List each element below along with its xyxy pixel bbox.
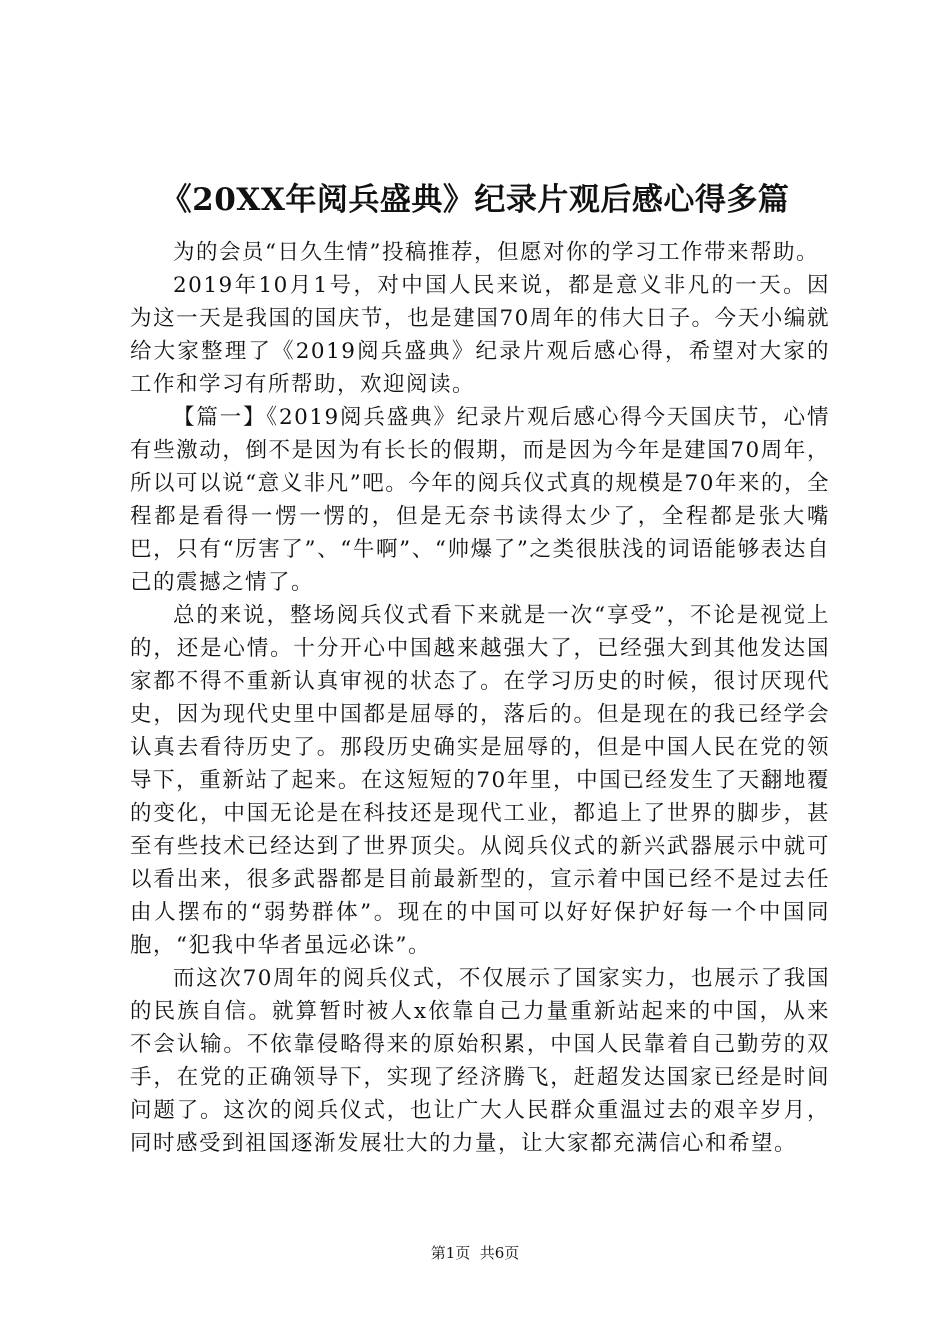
paragraph-part-one: 【篇一】《2019阅兵盛典》纪录片观后感心得今天国庆节，心情有些激动，倒不是因为有长长的假期，而是因为今年是建国70周年，所以可以说“意义非凡”吧。今年的阅兵仪式真的规模是70年来的，全程都是看得一愣一愣的，但是无奈书读得太少了，全程都是张大嘴巴，只有“厉害了”、“牛啊”、“帅爆了”之类很肤浅的词语能够表达自己的震撼之情了。 xyxy=(130,405,830,595)
paragraph-summary: 总的来说，整场阅兵仪式看下来就是一次“享受”，不论是视觉上的，还是心情。十分开心中国越来越强大了，已经强大到其他发达国家都不得不重新认真审视的状态了。在学习历史的时候，很讨厌现代史，因为现代史里中国都是屈辱的，落后的。但是现在的我已经学会认真去看待历史了。那段历史确实是屈辱的，但是中国人民在党的领导下，重新站了起来。在这短短的70年里，中国已经发生了天翻地覆的变化，中国无论是在科技还是现代工业，都追上了世界的脚步，甚至有些技术已经达到了世界顶尖。从阅兵仪式的新兴武器展示中就可以看出来，很多武器都是目前最新型的，宣示着中国已经不是过去任由人摆布的“弱势群体”。现在的中国可以好好保护好每一个中国同胞，“犯我中华者虽远必诛”。 xyxy=(130,603,830,958)
paragraph-confidence: 而这次70周年的阅兵仪式，不仅展示了国家实力，也展示了我国的民族自信。就算暂时被人x依靠自己力量重新站起来的中国，从来不会认输。不依靠侵略得来的原始积累，中国人民靠着自己勤劳的双手，在党的正确领导下，实现了经济腾飞，赶超发达国家已经是时间问题了。这次的阅兵仪式，也让广大人民群众重温过去的艰辛岁月，同时感受到祖国逐渐发展壮大的力量，让大家都充满信心和希望。 xyxy=(130,966,830,1156)
page-number-footer: 第1页 共6页 xyxy=(430,1244,520,1262)
paragraph-intro: 为的会员“日久生情”投稿推荐，但愿对你的学习工作带来帮助。 xyxy=(173,240,819,265)
document-title: 《20XX年阅兵盛典》纪录片观后感心得多篇 xyxy=(160,182,790,218)
paragraph-background: 2019年10月1号，对中国人民来说，都是意义非凡的一天。因为这一天是我国的国庆节，也是建国70周年的伟大日子。今天小编就给大家整理了《2019阅兵盛典》纪录片观后感心得，希望对大家的工作和学习有所帮助，欢迎阅读。 xyxy=(130,273,830,397)
document-body xyxy=(130,236,830,1160)
